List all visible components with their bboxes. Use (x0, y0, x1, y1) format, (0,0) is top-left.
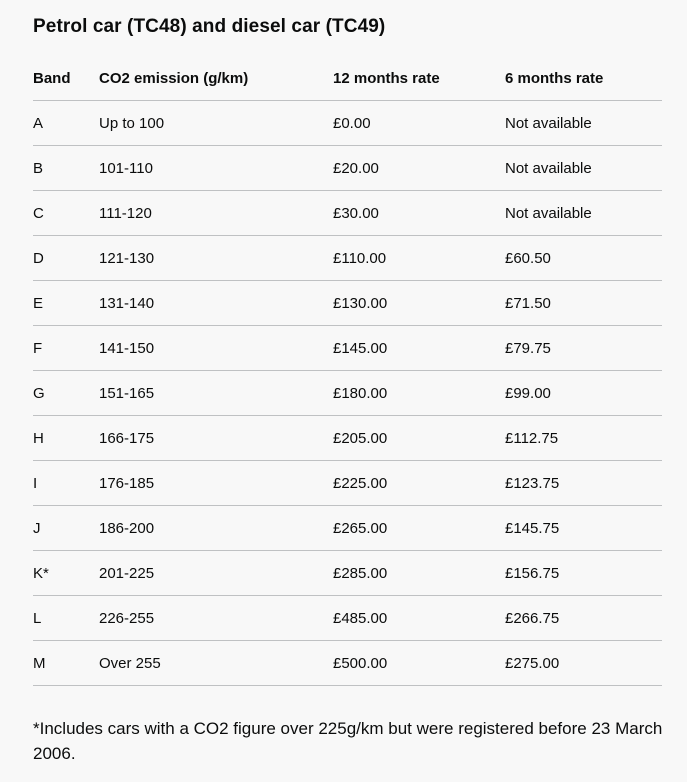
table-header-row (33, 56, 662, 101)
vehicle-tax-rates-table (33, 56, 662, 686)
cell-6-months-rate: £60.50 (505, 236, 662, 281)
table-row (33, 551, 662, 596)
table-row (33, 236, 662, 281)
cell-12-months-rate: £485.00 (333, 596, 505, 641)
cell-co2-emission: 101-110 (99, 146, 333, 191)
table-row (33, 641, 662, 686)
cell-12-months-rate: £0.00 (333, 101, 505, 146)
cell-band: M (33, 641, 99, 686)
cell-co2-emission: 151-165 (99, 371, 333, 416)
column-header-6-months-rate: 6 months rate (505, 56, 662, 101)
table-row (33, 596, 662, 641)
column-header-12-months-rate: 12 months rate (333, 56, 505, 101)
footnote: *Includes cars with a CO2 figure over 225g/km but were registered before 23 March 2006. (33, 719, 663, 763)
cell-band: C (33, 191, 99, 236)
cell-6-months-rate: £99.00 (505, 371, 662, 416)
cell-band: A (33, 101, 99, 146)
table-row (33, 191, 662, 236)
cell-band: L (33, 596, 99, 641)
cell-co2-emission: 201-225 (99, 551, 333, 596)
table-row (33, 416, 662, 461)
cell-band: F (33, 326, 99, 371)
cell-co2-emission: 226-255 (99, 596, 333, 641)
cell-12-months-rate: £20.00 (333, 146, 505, 191)
cell-6-months-rate: £156.75 (505, 551, 662, 596)
table-row (33, 101, 662, 146)
cell-co2-emission: 131-140 (99, 281, 333, 326)
cell-12-months-rate: £500.00 (333, 641, 505, 686)
cell-band: K* (33, 551, 99, 596)
cell-co2-emission: 111-120 (99, 191, 333, 236)
cell-12-months-rate: £225.00 (333, 461, 505, 506)
cell-12-months-rate: £30.00 (333, 191, 505, 236)
cell-co2-emission: Over 255 (99, 641, 333, 686)
cell-12-months-rate: £110.00 (333, 236, 505, 281)
cell-12-months-rate: £205.00 (333, 416, 505, 461)
cell-6-months-rate: Not available (505, 146, 662, 191)
cell-12-months-rate: £145.00 (333, 326, 505, 371)
cell-6-months-rate: Not available (505, 101, 662, 146)
table-row (33, 461, 662, 506)
cell-12-months-rate: £285.00 (333, 551, 505, 596)
cell-6-months-rate: £112.75 (505, 416, 662, 461)
cell-co2-emission: 141-150 (99, 326, 333, 371)
cell-6-months-rate: £79.75 (505, 326, 662, 371)
page-title: Petrol car (TC48) and diesel car (TC49) (33, 16, 386, 37)
column-header-co2-emission: CO2 emission (g/km) (99, 56, 333, 101)
cell-6-months-rate: £145.75 (505, 506, 662, 551)
cell-band: I (33, 461, 99, 506)
table-row (33, 326, 662, 371)
cell-co2-emission: 186-200 (99, 506, 333, 551)
cell-6-months-rate: £275.00 (505, 641, 662, 686)
cell-12-months-rate: £180.00 (333, 371, 505, 416)
cell-6-months-rate: £71.50 (505, 281, 662, 326)
cell-band: E (33, 281, 99, 326)
cell-band: G (33, 371, 99, 416)
cell-6-months-rate: Not available (505, 191, 662, 236)
cell-co2-emission: 121-130 (99, 236, 333, 281)
column-header-band: Band (33, 56, 99, 101)
cell-co2-emission: Up to 100 (99, 101, 333, 146)
cell-band: H (33, 416, 99, 461)
cell-12-months-rate: £265.00 (333, 506, 505, 551)
cell-co2-emission: 166-175 (99, 416, 333, 461)
cell-band: J (33, 506, 99, 551)
cell-band: D (33, 236, 99, 281)
cell-12-months-rate: £130.00 (333, 281, 505, 326)
table-row (33, 281, 662, 326)
cell-band: B (33, 146, 99, 191)
cell-6-months-rate: £266.75 (505, 596, 662, 641)
table-row (33, 371, 662, 416)
table-row (33, 146, 662, 191)
cell-co2-emission: 176-185 (99, 461, 333, 506)
cell-6-months-rate: £123.75 (505, 461, 662, 506)
table-row (33, 506, 662, 551)
